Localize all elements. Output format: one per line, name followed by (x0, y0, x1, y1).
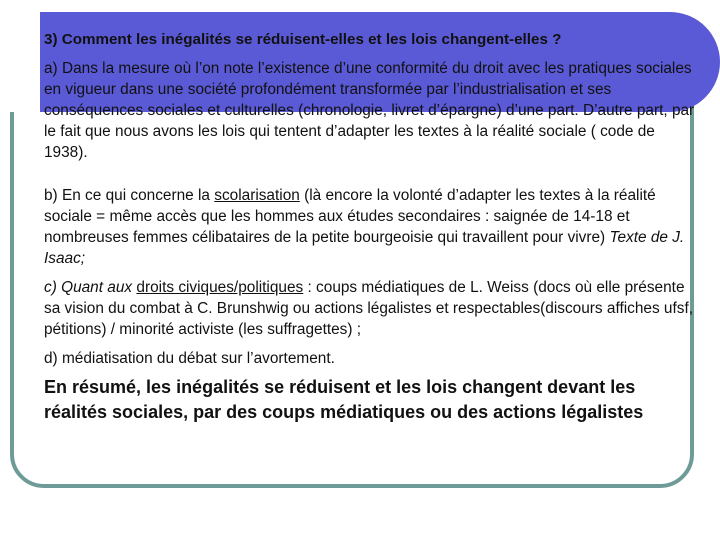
paragraph-b-source: Texte de J. Isaac; (44, 229, 685, 267)
slide-heading: 3) Comment les inégalités se réduisent-elles et les lois changent-elles ? (44, 31, 562, 48)
paragraph-c-body: : coups médiatiques de L. Weiss (docs où elle présente sa vision du combat à C. Brunshwig ou actions légalistes et respectables(discours affiches ufsf, pétitions) / minorité activiste (les suffragettes) ; (44, 279, 694, 338)
paragraph-b (44, 185, 700, 269)
droits-civiques-term: droits civiques/politiques (136, 279, 304, 296)
slide-content (44, 30, 700, 425)
paragraph-a: a) Dans la mesure où l’on note l’existence d’une conformité du droit avec les pratiques sociales en vigueur dans une société profondément transformée par l’industrialisation et ses conséquences sociales et culturelles (chronologie, livret d’épargne) d’une part. D’autre part, par le fait que nous avons les lois qui tentent d’adapter les textes à la réalité sociale ( code de 1938). (44, 60, 695, 161)
summary-text: En résumé, les inégalités se réduisent et les lois changent devant les réalités sociales, par des coups médiatiques ou des actions légalistes (44, 377, 644, 422)
scolarisation-term: scolarisation (214, 187, 300, 204)
paragraph-c (44, 277, 700, 340)
paragraph-c-prefix: c) Quant aux (44, 279, 133, 296)
paragraph-d: d) médiatisation du débat sur l’avortement. (44, 350, 335, 367)
banner-mask (0, 12, 40, 112)
paragraph-b-body: (là encore la volonté d’adapter les textes à la réalité sociale = même accès que les hommes aux études secondaires : saignée de 14-18 et nombreuses femmes célibataires de la petite bourgeoisie qui travaillent pour vivre) (44, 187, 656, 246)
paragraph-b-prefix: b) En ce qui concerne la (44, 187, 215, 204)
